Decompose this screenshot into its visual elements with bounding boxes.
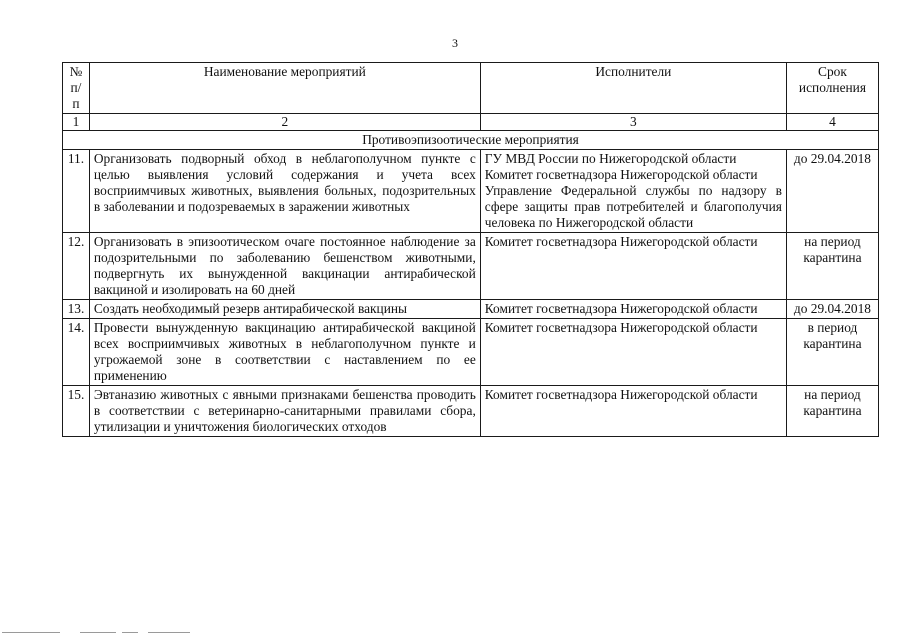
- term-cell: до 29.04.2018: [786, 300, 878, 319]
- term-cell: на период карантина: [786, 386, 878, 437]
- row-number: 13.: [63, 300, 90, 319]
- section-title: Противоэпизоотические мероприятия: [63, 131, 879, 150]
- measures-table: [62, 62, 879, 437]
- executor: Комитет госветнадзора Нижегородской области: [484, 234, 758, 249]
- executor: Комитет госветнадзора Нижегородской области: [484, 387, 758, 402]
- header-term: Срок исполнения: [786, 63, 878, 114]
- table-row: [63, 319, 879, 386]
- measure-name: Организовать подворный обход в неблагополучном пункте с целью выявления условий содержания и учета всех восприимчивых животных, выявления больных, подозрительных в заболевании и подозреваемых в заражении животных: [89, 150, 480, 233]
- row-number: 15.: [63, 386, 90, 437]
- section-row: [63, 131, 879, 150]
- executors-cell: [480, 150, 786, 233]
- row-number: 14.: [63, 319, 90, 386]
- column-number: 2: [89, 114, 480, 131]
- header-row: [63, 63, 879, 114]
- term-cell: в период карантина: [786, 319, 878, 386]
- footer-rule-marks: [0, 632, 200, 636]
- executor: Комитет госветнадзора Нижегородской области: [484, 320, 758, 335]
- row-number: 11.: [63, 150, 90, 233]
- executors-cell: [480, 233, 786, 300]
- column-number: 4: [786, 114, 878, 131]
- table-row: [63, 300, 879, 319]
- measure-name: Эвтаназию животных с явными признаками бешенства проводить в соответствии с ветеринарно-санитарными правилами сбора, утилизации и уничтожения биологических отходов: [89, 386, 480, 437]
- row-number: 12.: [63, 233, 90, 300]
- executors-cell: [480, 386, 786, 437]
- table-row: [63, 150, 879, 233]
- executor: Комитет госветнадзора Нижегородской области: [484, 167, 758, 182]
- table-row: [63, 233, 879, 300]
- column-number: 1: [63, 114, 90, 131]
- column-number: 3: [480, 114, 786, 131]
- term-cell: на период карантина: [786, 233, 878, 300]
- page-number: 3: [452, 36, 458, 50]
- measure-name: Создать необходимый резерв антирабической вакцины: [89, 300, 480, 319]
- term-cell: до 29.04.2018: [786, 150, 878, 233]
- executors-cell: [480, 319, 786, 386]
- column-number-row: [63, 114, 879, 131]
- measure-name: Провести вынужденную вакцинацию антирабической вакциной всех восприимчивых животных в неблагополучном пункте и угрожаемой зоне в соответствии с наставлением по ее применению: [89, 319, 480, 386]
- table-row: [63, 386, 879, 437]
- measure-name: Организовать в эпизоотическом очаге постоянное наблюдение за подозрительными по заболеванию бешенством животными, подвергнуть их вынужденной вакцинации антирабической вакциной и изолировать на 60 дней: [89, 233, 480, 300]
- header-num: № п/п: [63, 63, 90, 114]
- header-name: Наименование мероприятий: [89, 63, 480, 114]
- header-executors: Исполнители: [480, 63, 786, 114]
- executor: ГУ МВД России по Нижегородской области: [484, 151, 737, 166]
- executors-cell: [480, 300, 786, 319]
- executor: Управление Федеральной службы по надзору в сфере защиты прав потребителей и благополучия человека по Нижегородской области: [484, 183, 782, 230]
- executor: Комитет госветнадзора Нижегородской области: [484, 301, 758, 316]
